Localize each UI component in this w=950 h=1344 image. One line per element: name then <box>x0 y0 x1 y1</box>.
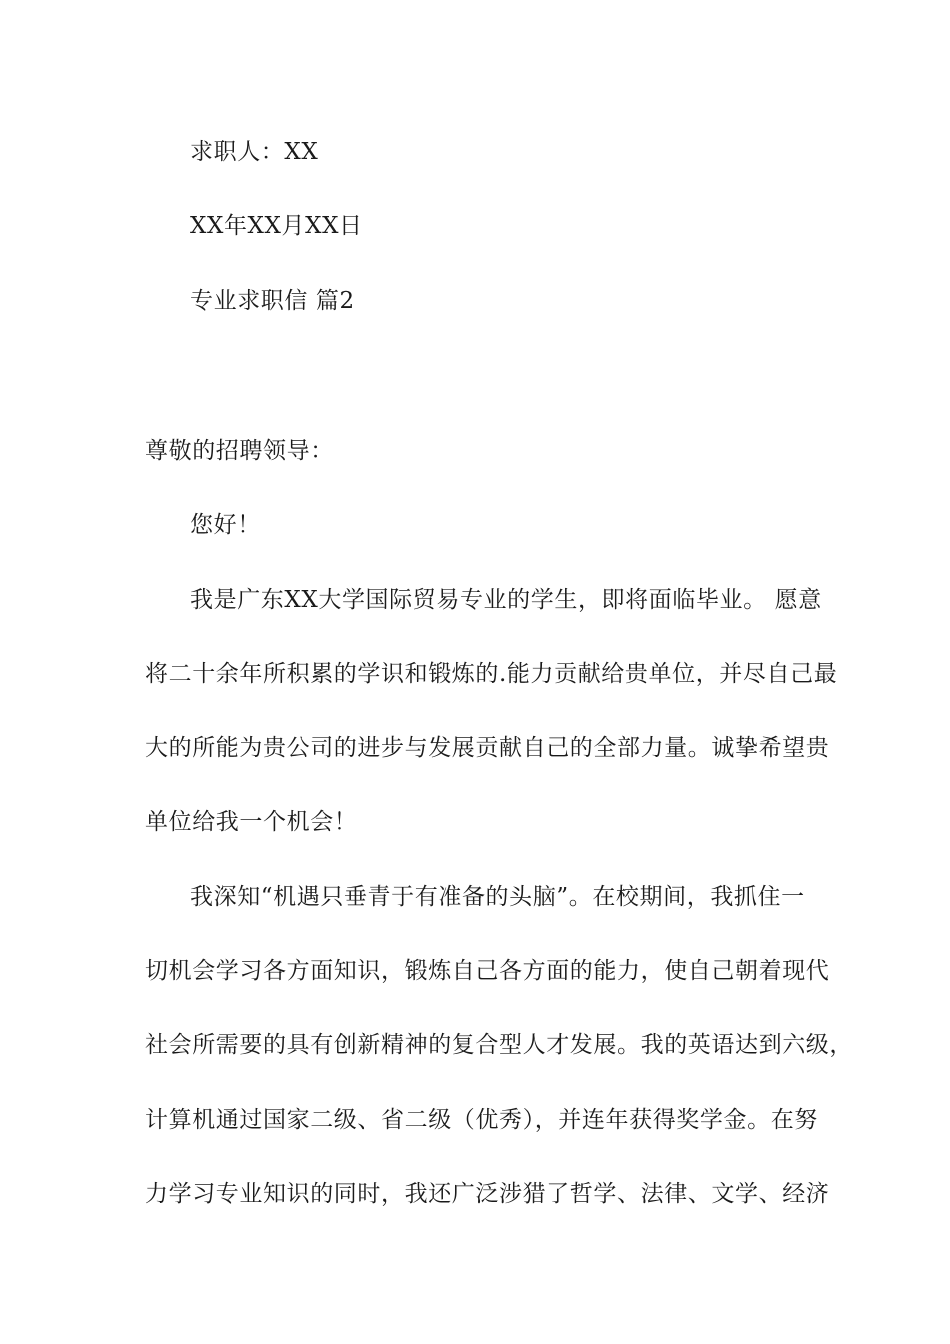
paragraph-line: 将二十余年所积累的学识和锻炼的.能力贡献给贵单位，并尽自己最 <box>145 661 838 687</box>
greeting: 您好！ <box>190 512 261 538</box>
paragraph-line: 计算机通过国家二级、省二级（优秀），并连年获得奖学金。在努 <box>145 1107 818 1133</box>
paragraph-line: 大的所能为贵公司的进步与发展贡献自己的全部力量。诚挚希望贵 <box>145 735 830 761</box>
applicant-signature: 求职人：XX <box>190 139 319 165</box>
section-heading: 专业求职信 篇2 <box>190 288 355 314</box>
paragraph-line: 单位给我一个机会！ <box>145 809 358 835</box>
paragraph-line: 我是广东XX大学国际贸易专业的学生，即将面临毕业。 愿意 <box>190 587 822 613</box>
salutation: 尊敬的招聘领导： <box>145 438 334 464</box>
signature-date: XX年XX月XX日 <box>190 213 363 239</box>
paragraph-line: 力学习专业知识的同时，我还广泛涉猎了哲学、法律、文学、经济 <box>145 1181 830 1207</box>
paragraph-line: 切机会学习各方面知识，锻炼自己各方面的能力，使自己朝着现代 <box>145 958 830 984</box>
paragraph-line: 社会所需要的具有创新精神的复合型人才发展。我的英语达到六级， <box>145 1032 853 1058</box>
paragraph-line: 我深知“机遇只垂青于有准备的头脑”。在校期间，我抓住一 <box>190 884 805 910</box>
